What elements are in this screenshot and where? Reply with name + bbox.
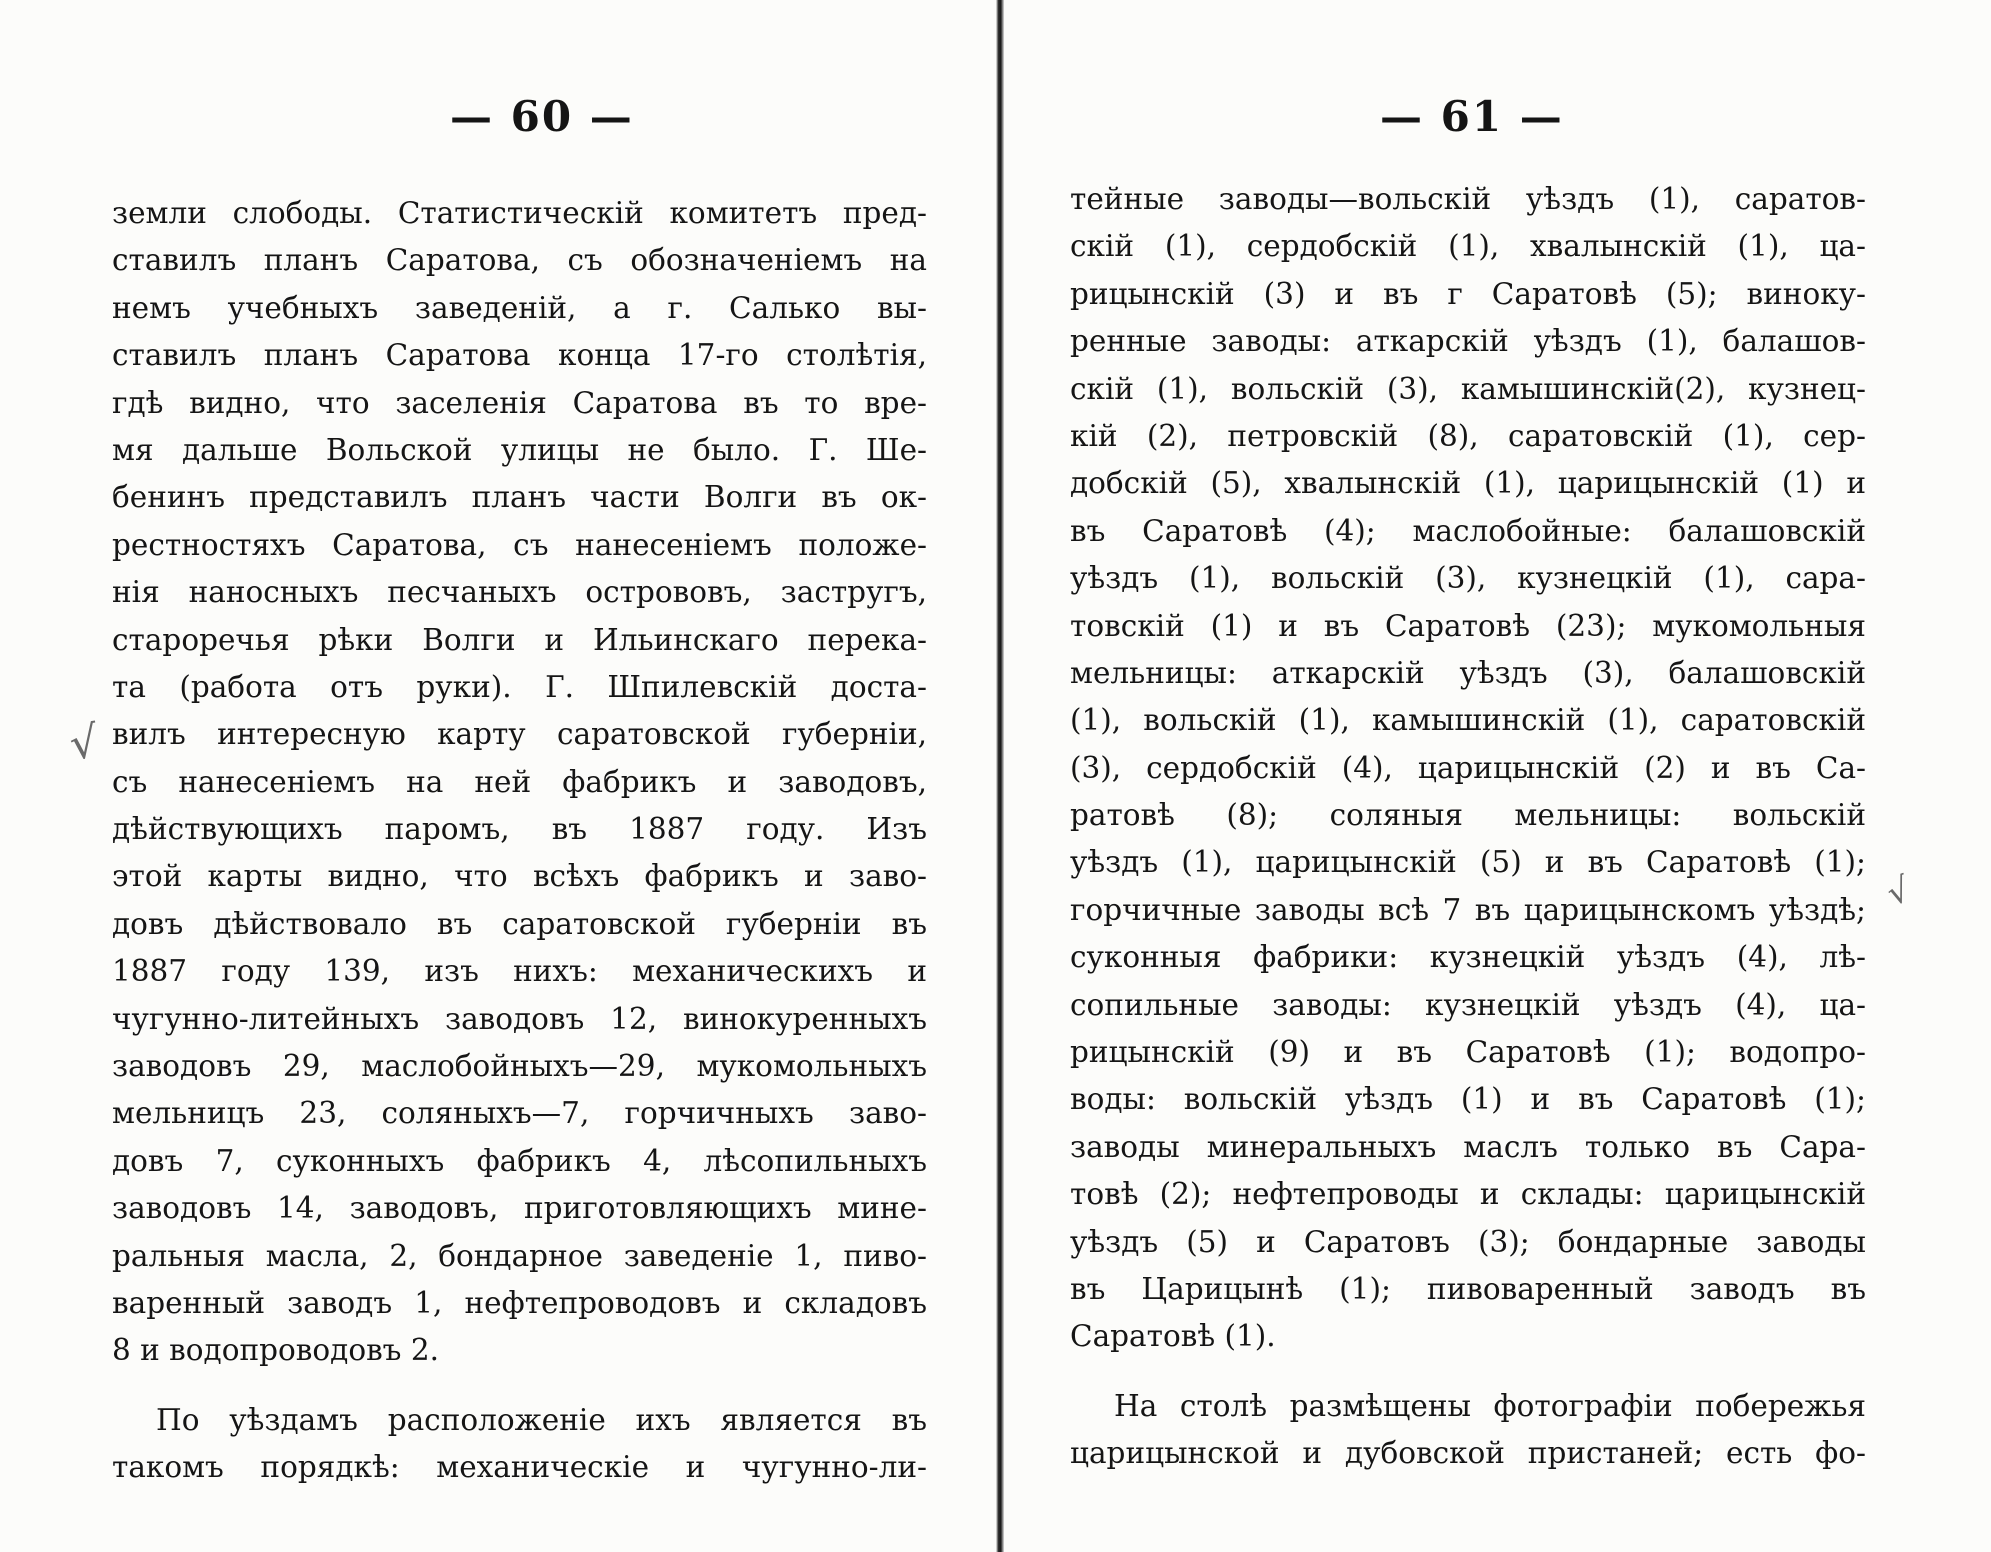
text-line: дѣйствующихъ паромъ, въ 1887 году. Изъ — [112, 812, 927, 847]
text-line: Саратовѣ (1). — [1070, 1319, 1276, 1354]
text-line: вилъ интересную карту саратовской губерніи, — [112, 717, 927, 752]
text-line: ральныя масла, 2, бондарное заведеніе 1, пиво- — [112, 1238, 927, 1273]
checkmark-icon: √ — [1881, 869, 1916, 915]
text-line: земли слободы. Статистическій комитетъ пред- — [112, 196, 927, 230]
text-line: немъ учебныхъ заведеній, а г. Салько вы- — [112, 290, 927, 325]
text-line: этой карты видно, что всѣхъ фабрикъ и заво- — [112, 859, 927, 894]
text-line: въ Саратовѣ (4); маслобойные: балашовскій — [1070, 513, 1866, 548]
text-line: 1887 году 139, изъ нихъ: механическихъ и — [112, 954, 927, 989]
text-line: бенинъ представилъ планъ части Волги въ ок- — [112, 480, 927, 515]
text-line: царицынской и дубовской пристаней; есть фо- — [1070, 1436, 1866, 1471]
text-line: довъ 7, суконныхъ фабрикъ 4, лѣсопильныхъ — [112, 1143, 927, 1178]
text-line: довъ дѣйствовало въ саратовской губерніи въ — [112, 906, 927, 941]
text-line: ренные заводы: аткарскій уѣздъ (1), балашов- — [1070, 324, 1866, 359]
text-line: заводовъ 29, маслобойныхъ—29, мукомольныхъ — [112, 1049, 927, 1084]
text-line: уѣздъ (5) и Саратовъ (3); бондарные заводы — [1070, 1224, 1866, 1259]
text-line: По уѣздамъ расположеніе ихъ является въ — [156, 1402, 927, 1437]
page-number: — 60 — — [450, 92, 634, 141]
right-page — [1004, 0, 1991, 1552]
page-body — [112, 190, 927, 1492]
text-line: мя дальше Вольской улицы не было. Г. Ше- — [112, 432, 927, 467]
text-line: заводы минеральныхъ маслъ только въ Сара- — [1070, 1129, 1866, 1164]
text-line: рицынскій (3) и въ г Саратовѣ (5); винoку- — [1070, 276, 1866, 311]
text-line: нія наносныхъ песчаныхъ острововъ, застругъ, — [112, 575, 927, 610]
text-line: скій (1), вольскій (3), камышинскій(2), кузнец- — [1070, 371, 1866, 406]
paragraph-gap — [112, 1375, 927, 1397]
text-line: На столѣ размѣщены фотографіи побережья — [1114, 1388, 1866, 1423]
text-line: (3), сердобскій (4), царицынскій (2) и въ Са- — [1070, 750, 1866, 785]
text-line: заводовъ 14, заводовъ, приготовляющихъ мине- — [112, 1191, 927, 1226]
text-line: ратовѣ (8); соляныя мельницы: вольскій — [1070, 798, 1866, 833]
text-line: суконныя фабрики: кузнецкій уѣздъ (4), лѣ- — [1070, 940, 1866, 975]
text-line: горчичные заводы всѣ 7 въ царицынскомъ уѣздѣ; — [1070, 892, 1866, 927]
text-line: сопильные заводы: кузнецкій уѣздъ (4), ца- — [1070, 987, 1866, 1022]
text-line: рицынскій (9) и въ Саратовѣ (1); водопро- — [1070, 1035, 1866, 1070]
text-line: скій (1), сердобскій (1), хвалынскій (1), ца- — [1070, 229, 1866, 264]
page-body — [1070, 176, 1866, 1478]
paragraph-gap — [1070, 1361, 1866, 1383]
text-line: добскій (5), хвалынскій (1), царицынскій (1) и — [1070, 466, 1866, 501]
text-line: та (работа отъ руки). Г. Шпилевскій доста- — [112, 669, 927, 704]
book-gutter — [996, 0, 1004, 1552]
text-line: товѣ (2); нефтепроводы и склады: царицынскій — [1070, 1177, 1866, 1212]
text-line: воды: вольскій уѣздъ (1) и въ Саратовѣ (1); — [1070, 1082, 1866, 1117]
text-line: кій (2), петровскій (8), саратовскій (1), сер- — [1070, 418, 1866, 453]
text-line: чугунно-литейныхъ заводовъ 12, винокуренныхъ — [112, 1001, 927, 1036]
text-line: староречья рѣки Волги и Ильинскаго перека- — [112, 622, 927, 657]
text-line: (1), вольскій (1), камышинскій (1), саратовскій — [1070, 703, 1866, 738]
page-number: — 61 — — [1380, 92, 1564, 141]
text-line: ставилъ планъ Саратова конца 17-го столѣтія, — [112, 338, 927, 373]
text-line: мельницы: аткарскій уѣздъ (3), балашовскій — [1070, 655, 1866, 690]
text-line: уѣздъ (1), вольскій (3), кузнецкій (1), сара- — [1070, 561, 1866, 596]
text-line: 8 и водопроводовъ 2. — [112, 1333, 439, 1368]
text-line: ставилъ планъ Саратова, съ обозначеніемъ на — [112, 243, 927, 278]
text-line: гдѣ видно, что заселенія Саратова въ то вре- — [112, 385, 927, 420]
text-line: въ Царицынѣ (1); пивоваренный заводъ въ — [1070, 1271, 1866, 1306]
text-line: мельницъ 23, соляныхъ—7, горчичныхъ заво- — [112, 1096, 927, 1131]
text-line: рестностяхъ Саратова, съ нанесеніемъ положе- — [112, 527, 927, 562]
text-line: уѣздъ (1), царицынскій (5) и въ Саратовѣ (1); — [1070, 845, 1866, 880]
text-line: такомъ порядкѣ: механическіе и чугунно-ли- — [112, 1450, 927, 1485]
checkmark-icon: √ — [66, 716, 102, 771]
text-line: тейные заводы—вольскій уѣздъ (1), саратов- — [1070, 182, 1866, 216]
text-line: варенный заводъ 1, нефтепроводовъ и складовъ — [112, 1285, 927, 1320]
text-line: съ нанесеніемъ на ней фабрикъ и заводовъ, — [112, 764, 927, 799]
text-line: товскій (1) и въ Саратовѣ (23); мукомольныя — [1070, 608, 1866, 643]
